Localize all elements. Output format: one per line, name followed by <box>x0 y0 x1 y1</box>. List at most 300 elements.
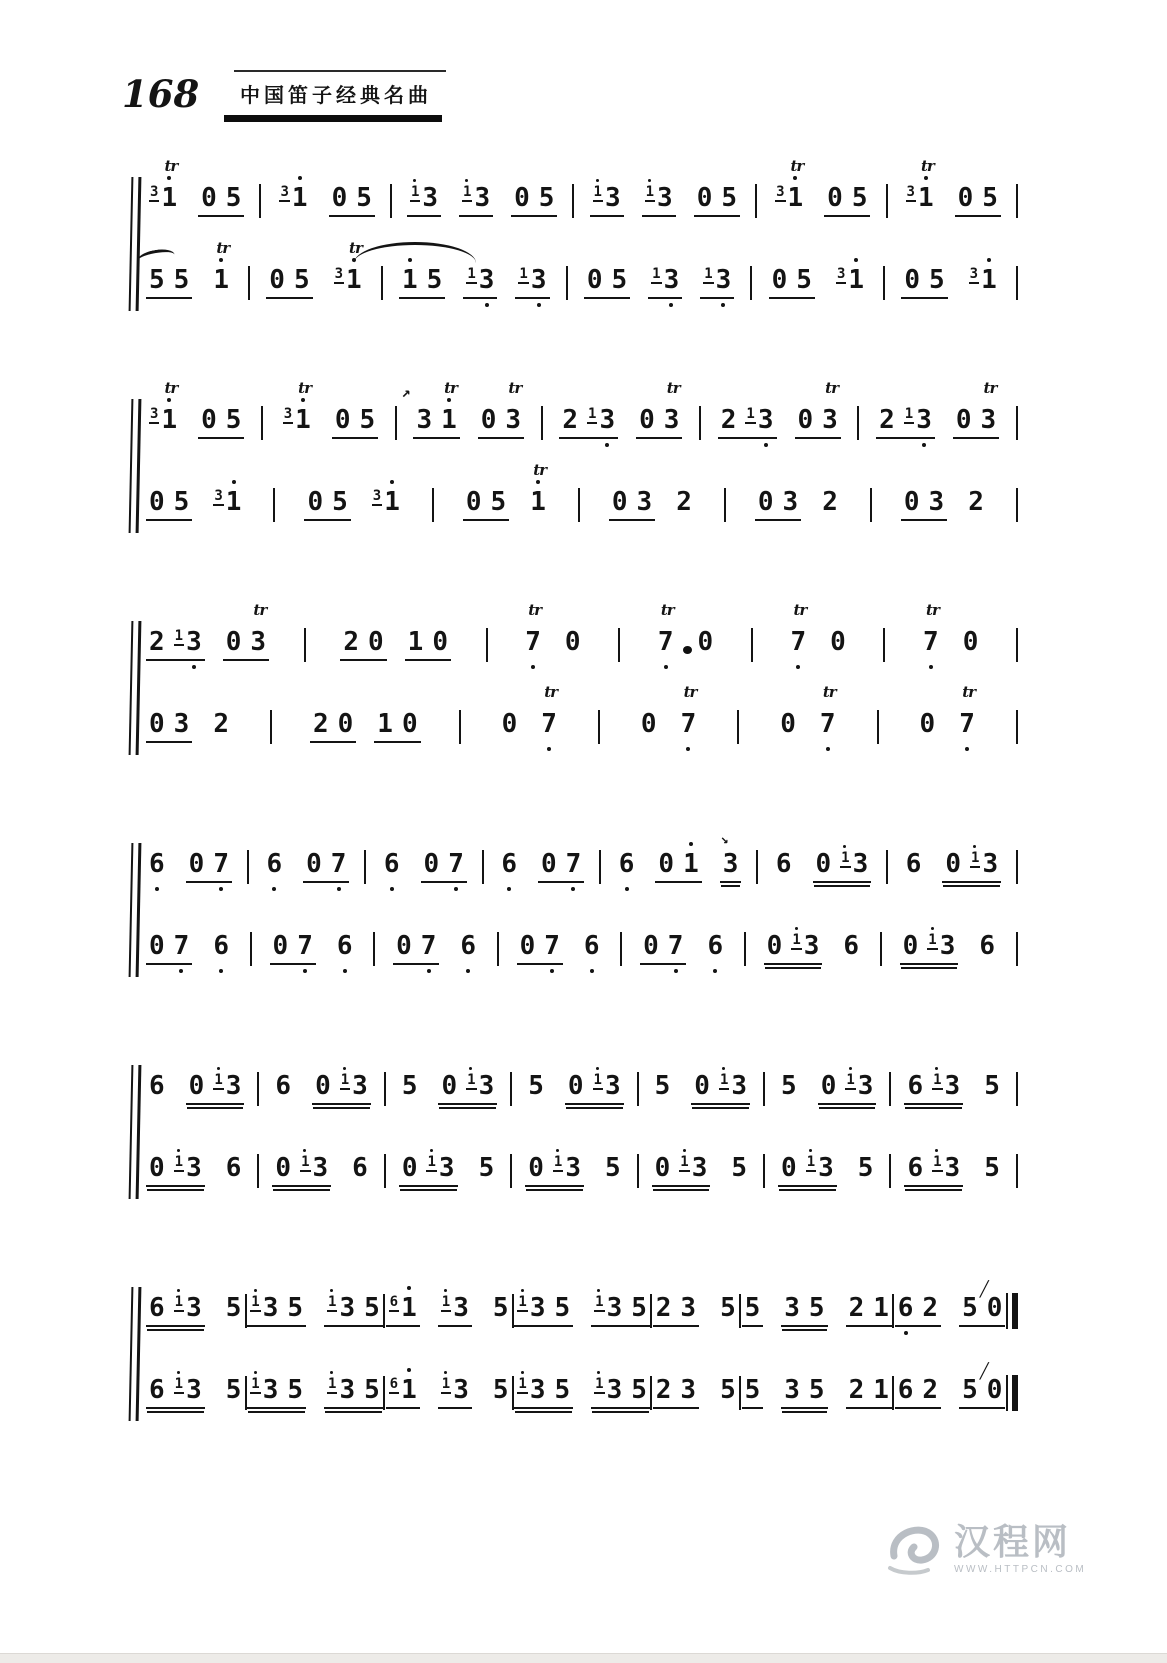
jianpu-note: 1 <box>981 267 997 293</box>
jianpu-note: 0 <box>149 1153 165 1183</box>
jianpu-note: 5 <box>149 267 165 293</box>
slide-slash-mark: ╱ <box>979 1280 989 1298</box>
barline <box>763 1072 765 1106</box>
grace-note: 1 <box>250 1377 260 1394</box>
measure <box>920 601 981 661</box>
beat-group <box>591 1295 650 1327</box>
jianpu-note: 3 <box>939 931 956 961</box>
note-token <box>539 185 555 211</box>
jianpu-note: 0 <box>307 487 324 517</box>
note-token <box>332 489 348 515</box>
octave-dot-low <box>272 887 276 891</box>
note-token <box>250 1377 278 1403</box>
jianpu-note: 0 <box>465 487 482 517</box>
beat-group <box>742 1295 764 1327</box>
jianpu-note: 0 <box>423 849 440 879</box>
grace-note: 3 <box>334 266 344 282</box>
note-token <box>424 851 440 877</box>
octave-dot-high <box>596 179 599 182</box>
grace-note: 1 <box>840 851 850 868</box>
jianpu-note: 7 tr <box>525 629 541 655</box>
jianpu-note: 6 <box>501 851 517 877</box>
octave-dot-low <box>179 969 183 973</box>
octave-dot-high <box>430 1149 433 1152</box>
notation-line <box>146 829 1018 905</box>
measure <box>559 379 682 439</box>
octave-dot-low <box>605 443 609 447</box>
measure <box>584 267 735 299</box>
barline <box>364 850 366 884</box>
jianpu-note: 7 <box>297 933 313 959</box>
beat-group <box>778 1073 800 1105</box>
jianpu-note: 5 <box>225 1293 242 1323</box>
measure <box>640 933 726 965</box>
notation-line <box>146 379 1018 461</box>
note-token <box>307 489 323 515</box>
barline <box>618 628 620 662</box>
jianpu-note: 2 <box>879 405 895 435</box>
note-token <box>410 185 438 211</box>
jianpu-note: 2 <box>655 1375 672 1405</box>
grace-note: 1 <box>213 1073 223 1090</box>
measure <box>146 239 232 299</box>
beat-group <box>186 1073 245 1105</box>
note-token <box>340 1073 368 1099</box>
beat-group <box>527 461 549 521</box>
scan-edge-artifact <box>0 1653 1167 1663</box>
jianpu-note: 3 <box>474 183 491 213</box>
jianpu-note: 1 <box>377 709 393 739</box>
note-token <box>962 1280 989 1323</box>
grace-note: 1 <box>426 1155 436 1172</box>
measure <box>272 1073 370 1105</box>
beat-group <box>324 1377 383 1409</box>
measure <box>778 1155 876 1187</box>
jianpu-note: 3 <box>529 1293 546 1323</box>
jianpu-note: 0 <box>540 849 557 879</box>
octave-dot-high <box>536 480 540 484</box>
measure <box>146 489 244 521</box>
final-barline <box>1006 1293 1018 1329</box>
measure <box>755 489 841 521</box>
note-token <box>275 1155 291 1181</box>
jianpu-note: 6 <box>149 851 165 877</box>
octave-dot-low <box>192 665 196 669</box>
octave-dot-high <box>330 1371 333 1374</box>
grace-note: 1 <box>593 1073 603 1090</box>
grace-note: 1 <box>250 1295 260 1312</box>
jianpu-note: 2 <box>922 1375 939 1405</box>
beat-group <box>846 1377 892 1409</box>
measure <box>742 1377 892 1409</box>
beat-group <box>538 851 584 883</box>
measure <box>653 1295 739 1327</box>
jianpu-note: 6 <box>843 931 860 961</box>
jianpu-note: 0 <box>903 487 920 517</box>
grace-note: 1 <box>704 266 713 282</box>
octave-dot-high <box>521 1371 524 1374</box>
octave-dot-low <box>965 747 969 751</box>
octave-dot-high <box>254 1289 257 1292</box>
beat-group <box>895 1377 941 1409</box>
trill-mark: tr <box>533 461 547 479</box>
octave-dot-high <box>521 1289 524 1292</box>
measure <box>903 157 1001 217</box>
grace-note: 1 <box>927 933 937 950</box>
jianpu-note: 1 <box>226 489 242 515</box>
watermark-logo-icon <box>884 1520 948 1578</box>
barline <box>486 628 488 662</box>
jianpu-note: 7 <box>448 851 464 877</box>
note-token <box>359 407 375 433</box>
jianpu-note: 0 <box>830 627 846 657</box>
beat-group <box>223 601 269 661</box>
jianpu-note: 3 <box>416 405 433 435</box>
grace-note: 1 <box>441 1295 451 1312</box>
beat-group <box>490 1377 512 1409</box>
notation-system <box>130 1051 1018 1209</box>
note-token <box>898 1377 914 1403</box>
barline <box>250 932 252 966</box>
note-token <box>149 711 165 737</box>
measure <box>917 683 978 743</box>
beat-group <box>616 851 638 883</box>
beat-group <box>146 933 192 965</box>
jianpu-note: 6 <box>213 933 229 959</box>
grace-note: 1 <box>904 406 914 422</box>
note-token <box>987 1295 1003 1321</box>
octave-dot-high <box>167 176 171 180</box>
beat-group <box>981 1155 1003 1187</box>
jianpu-note: 3 tr <box>250 601 267 657</box>
jianpu-note: 2 <box>922 1293 939 1323</box>
jianpu-note: 3 <box>916 407 932 433</box>
note-token <box>517 1377 545 1403</box>
jianpu-note: 3 <box>680 1293 697 1323</box>
note-token <box>481 407 497 433</box>
note-token <box>149 489 165 515</box>
beat-group <box>438 1073 497 1105</box>
octave-dot-high <box>219 258 223 262</box>
jianpu-note: 0 <box>586 265 603 295</box>
jianpu-note: 7 <box>421 933 437 959</box>
beat-group <box>538 683 560 743</box>
jianpu-note: 3 <box>453 1375 469 1405</box>
barline <box>870 488 872 522</box>
note-token <box>843 933 859 959</box>
final-barline-thick <box>1012 1293 1018 1329</box>
jianpu-note: 3 <box>636 487 653 517</box>
beat-group <box>210 933 232 965</box>
trill-mark: tr <box>793 601 807 619</box>
grace-note: 3 <box>906 184 915 200</box>
final-barline-thick <box>1012 1375 1018 1411</box>
grace-note: 3 <box>836 266 846 282</box>
measure <box>895 1280 1006 1327</box>
beat-group <box>653 1377 699 1409</box>
jianpu-note: 0 <box>962 627 979 657</box>
note-token <box>906 851 922 877</box>
measure <box>266 239 364 299</box>
jianpu-note: 0 <box>797 405 814 435</box>
note-token <box>266 851 282 877</box>
octave-dot-low <box>390 887 394 891</box>
barline <box>270 710 272 744</box>
beat-group <box>280 379 314 439</box>
octave-dot-low <box>343 969 347 973</box>
measure <box>393 933 479 965</box>
octave-dot-low <box>904 1331 908 1335</box>
notation-system <box>130 829 1018 987</box>
barline <box>248 266 250 300</box>
measure <box>270 933 356 965</box>
note-token <box>174 629 202 655</box>
note-token <box>372 489 400 515</box>
jianpu-note: 1 tr <box>917 157 934 213</box>
beat-group <box>966 267 1000 299</box>
beat-group <box>525 1155 584 1187</box>
beat-group <box>855 1155 877 1187</box>
note-token <box>809 1295 825 1321</box>
note-token <box>775 157 804 213</box>
jianpu-note: 5 <box>808 1293 825 1323</box>
beat-group <box>695 629 717 661</box>
octave-dot-high <box>924 176 928 180</box>
tie-arc <box>136 247 176 269</box>
note-token <box>174 1155 202 1181</box>
beat-group <box>694 185 740 217</box>
octave-dot-high <box>849 1067 852 1070</box>
notation-system <box>130 1273 1018 1431</box>
measure <box>742 1295 892 1327</box>
measure <box>514 1295 650 1327</box>
note-token <box>923 601 939 657</box>
barline <box>737 710 739 744</box>
beat-group <box>407 185 441 217</box>
measure <box>590 185 741 217</box>
note-token <box>932 1073 960 1099</box>
measure <box>609 489 695 521</box>
grace-note: 1 <box>593 185 603 202</box>
barline <box>390 184 392 218</box>
octave-dot-high <box>407 1286 411 1290</box>
note-token <box>663 379 680 435</box>
barline <box>1016 850 1018 884</box>
note-token <box>904 407 932 433</box>
beat-group <box>827 629 849 661</box>
octave-dot-high <box>987 258 991 262</box>
measure <box>787 601 848 661</box>
note-token <box>858 1155 874 1181</box>
note-token <box>703 267 731 293</box>
note-token <box>335 407 351 433</box>
beat-group <box>463 489 509 521</box>
grace-note: 1 <box>517 1377 527 1394</box>
grace-note: 1 <box>467 266 476 282</box>
note-token <box>956 407 972 433</box>
octave-dot-high <box>254 1371 257 1374</box>
jianpu-note: 0 <box>401 1153 418 1183</box>
jianpu-note: 6 <box>266 851 282 877</box>
note-token <box>149 379 178 435</box>
measure <box>399 1155 497 1187</box>
note-token <box>767 933 783 959</box>
note-token <box>906 157 934 213</box>
jianpu-note: 3 <box>529 1375 546 1405</box>
jianpu-note: 2 <box>848 1293 865 1323</box>
note-token <box>287 1295 303 1321</box>
grace-note: 1 <box>588 406 597 422</box>
jianpu-note: 5 <box>538 183 555 213</box>
grace-note: 3 <box>776 184 785 200</box>
jianpu-note: 3 <box>803 931 820 961</box>
note-token <box>605 1155 621 1181</box>
note-token <box>631 1295 647 1321</box>
octave-dot-high <box>854 258 858 262</box>
beat-group <box>704 933 726 965</box>
barline <box>257 1072 259 1106</box>
note-token <box>584 933 600 959</box>
measure <box>399 267 550 299</box>
barline <box>1016 1072 1018 1106</box>
note-token <box>401 383 433 435</box>
beat-group <box>146 711 192 743</box>
note-token <box>149 933 165 959</box>
measure <box>616 832 742 883</box>
note-token <box>849 1295 865 1321</box>
measure <box>652 1073 750 1105</box>
beat-group <box>901 489 947 521</box>
barline <box>699 406 701 440</box>
jianpu-note: 5 <box>857 1153 874 1183</box>
measure <box>263 851 349 883</box>
beat-group <box>602 1155 624 1187</box>
octave-dot-high <box>931 927 934 930</box>
octave-dot-high <box>597 1371 600 1374</box>
note-token <box>283 379 311 435</box>
octave-dot-high <box>843 845 846 848</box>
jianpu-note: 5 <box>356 183 372 213</box>
jianpu-note: 3 <box>339 1293 356 1323</box>
note-token <box>149 629 165 655</box>
barline <box>572 184 574 218</box>
measure <box>146 1073 244 1105</box>
note-token <box>269 267 285 293</box>
book-title-block <box>224 70 444 122</box>
slide-down-mark: ↘ <box>720 832 729 847</box>
beat-group <box>515 267 549 299</box>
note-token <box>149 1377 165 1403</box>
jianpu-note: 7 <box>566 851 582 877</box>
beat-group <box>478 379 524 439</box>
beat-group <box>562 629 584 661</box>
note-token <box>745 407 773 433</box>
beat-group <box>498 851 520 883</box>
title-rule-thick <box>224 115 442 122</box>
note-token <box>929 267 945 293</box>
jianpu-note: 3 <box>339 1375 356 1405</box>
note-token <box>541 851 557 877</box>
jianpu-note: 5 <box>720 1375 736 1405</box>
note-token <box>306 851 322 877</box>
jianpu-note: 5 <box>929 265 945 295</box>
note-token <box>645 185 673 211</box>
barline <box>273 488 275 522</box>
note-token <box>300 1155 328 1181</box>
beat-group <box>266 267 312 299</box>
measure <box>146 851 232 883</box>
jianpu-note: 3 <box>857 1071 874 1101</box>
beat-group <box>819 489 841 521</box>
note-token <box>491 489 507 515</box>
octave-dot-high <box>556 1149 559 1152</box>
jianpu-note: 0 <box>827 183 843 213</box>
jianpu-note: 0 <box>519 931 536 961</box>
note-token <box>528 1155 544 1181</box>
note-token <box>565 629 581 655</box>
jianpu-note: 7 <box>174 933 190 959</box>
notation-line <box>146 239 1018 321</box>
note-token <box>587 267 603 293</box>
jianpu-note: 6 <box>275 1071 292 1101</box>
beat-group <box>146 379 180 439</box>
jianpu-note: 6 <box>898 1295 914 1321</box>
jianpu-note: 3 tr <box>505 379 522 435</box>
note-token <box>982 185 998 211</box>
jianpu-note: 5 <box>225 1375 242 1405</box>
note-token <box>745 1295 761 1321</box>
octave-dot-low <box>571 887 575 891</box>
jianpu-note: 3 <box>262 1375 279 1405</box>
note-token <box>377 711 393 737</box>
measure <box>773 851 871 883</box>
note-token <box>528 1073 544 1099</box>
note-token <box>819 683 836 739</box>
beat-group <box>636 379 682 439</box>
jianpu-note: 6 <box>337 933 353 959</box>
note-token <box>698 629 714 655</box>
octave-dot-high <box>597 1289 600 1292</box>
note-token <box>213 851 229 877</box>
measure <box>777 683 838 743</box>
beat-group <box>223 1155 245 1187</box>
measure <box>514 1377 650 1409</box>
beat-group <box>490 1295 512 1327</box>
jianpu-note: 3 <box>664 267 680 293</box>
beat-group <box>673 489 695 521</box>
octave-dot-high <box>596 1067 599 1070</box>
note-token <box>520 933 536 959</box>
beat-group <box>303 851 349 883</box>
barline <box>880 932 882 966</box>
jianpu-note: 0 <box>315 1071 331 1101</box>
octave-dot-low <box>590 969 594 973</box>
beat-group <box>514 1295 573 1327</box>
jianpu-note: 5 <box>492 1293 509 1323</box>
system-bracket <box>129 177 142 311</box>
beat-group <box>787 601 809 661</box>
beat-group <box>421 851 467 883</box>
note-token <box>315 1073 331 1099</box>
jianpu-note: 0 <box>441 1071 458 1101</box>
note-token <box>174 933 190 959</box>
system-bracket <box>129 1065 142 1199</box>
jianpu-note: 5 <box>173 487 190 517</box>
measure <box>903 851 1001 883</box>
grace-note: 1 <box>553 1155 563 1172</box>
beat-group <box>648 267 682 299</box>
jianpu-note: 5 <box>225 405 242 435</box>
